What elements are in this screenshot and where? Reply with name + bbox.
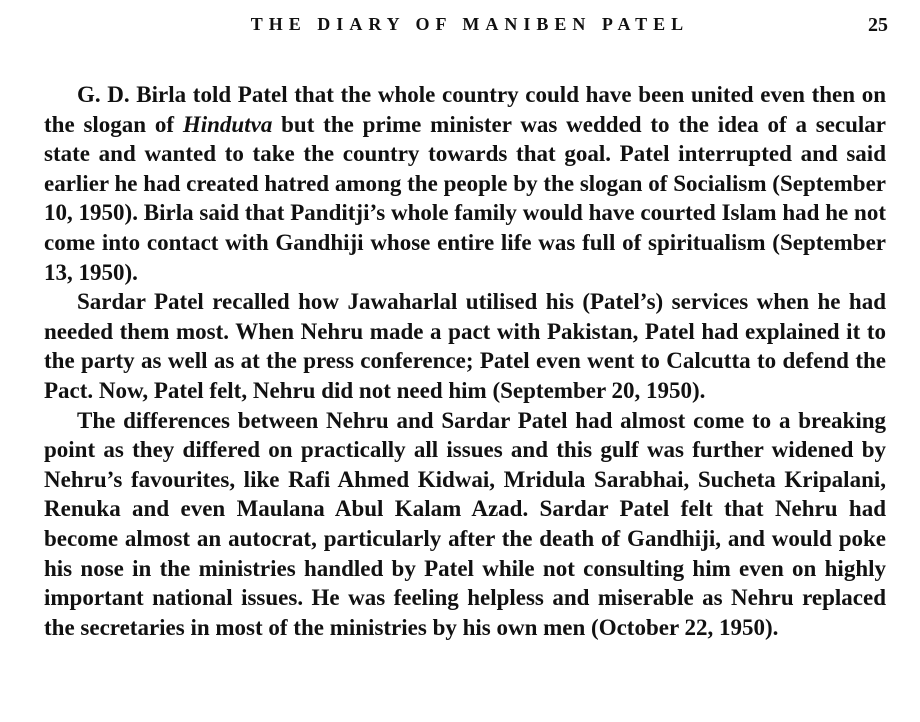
paragraph-2: Sardar Patel recalled how Jawaharlal utilised his (Patel’s) services when he had needed them most. When Nehru made a pact with Pakistan, Patel had explained it to the party as well as at the press conference; Patel even went to Calcutta to defend the Pact. Now, Patel felt, Nehru did not need him (September 20, 1950).	[44, 289, 886, 403]
page-number: 25	[868, 14, 888, 36]
paragraph-3: The differences between Nehru and Sardar Patel had almost come to a breaking point as they differed on practically all issues and this gulf was further widened by Nehru’s favourites, like Rafi Ahmed Kidwai, Mridula Sarabhai, Sucheta Kripalani, Renuka and even Maulana Abul Kalam Azad. Sardar Patel felt that Nehru had become almost an autocrat, particularly after the death of Gandhiji, and would poke his nose in the ministries handled by Patel while not consulting him even on highly important national issues. He was feeling helpless and miserable as Nehru replaced the secretaries in most of the ministries by his own men (October 22, 1950).	[44, 407, 886, 640]
running-head: THE DIARY OF MANIBEN PATEL	[250, 14, 690, 34]
paragraph-1	[44, 80, 886, 287]
paragraph-1-text-end: but the prime minister was wedded to the idea of a secular state and wanted to take the country towards that goal. Patel interrupted and said earlier he had created hatred among the people by the slogan of Socialism (September 10, 1950). Birla said that Panditji’s whole family would have courted Islam had he not come into contact with Gandhiji whose entire life was full of spiritualism (September 13, 1950).	[44, 111, 887, 285]
paragraph-1-italic-term: Hindutva	[182, 111, 273, 137]
paragraph-1-text-start: G. D. Birla told Patel that the whole country could have been united even then on the slogan of	[44, 82, 886, 137]
body-text	[44, 80, 886, 642]
